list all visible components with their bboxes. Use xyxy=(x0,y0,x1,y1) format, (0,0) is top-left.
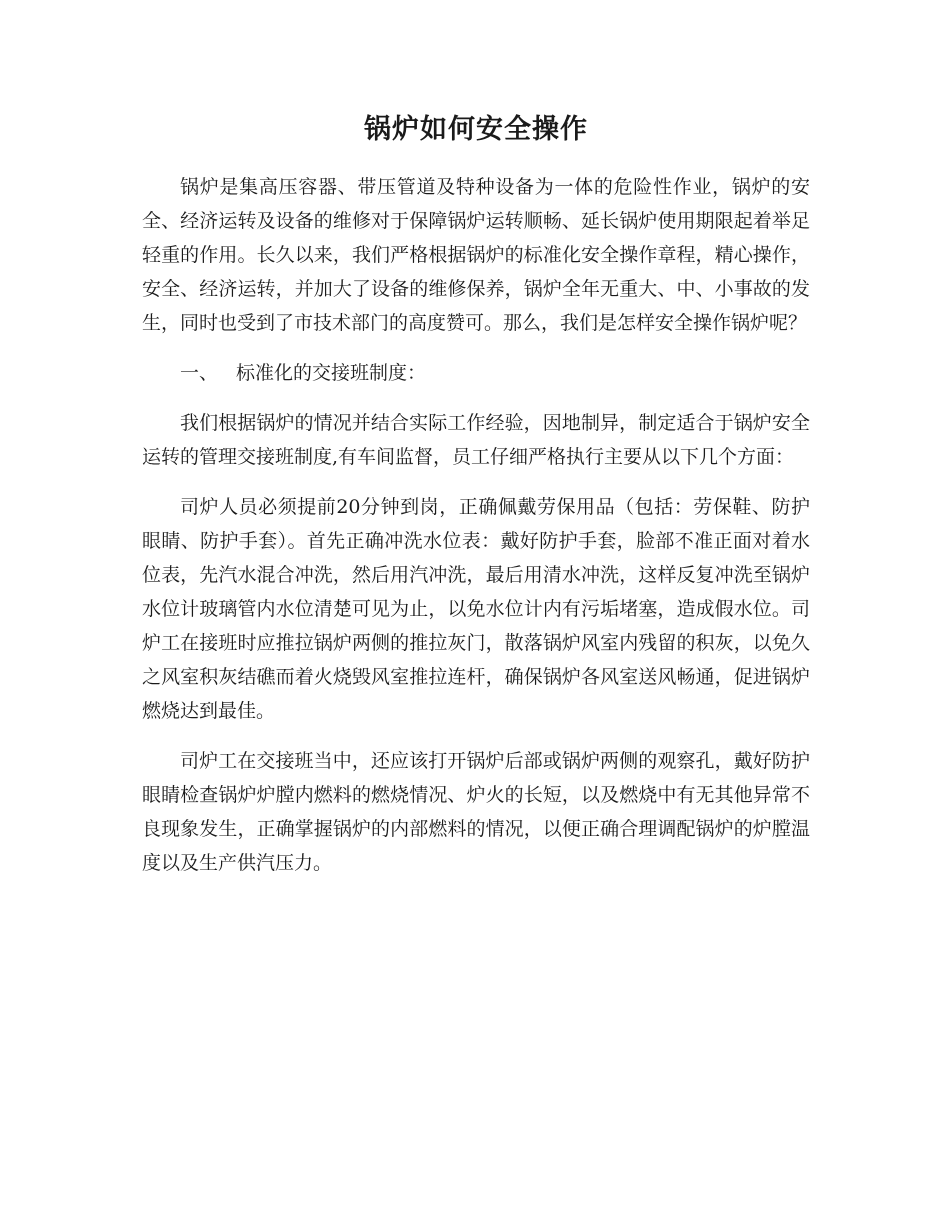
document-title: 锅炉如何安全操作 xyxy=(364,114,588,145)
section-number: 一、 xyxy=(180,362,219,384)
section-paragraph-1: 我们根据锅炉的情况并结合实际工作经验，因地制异，制定适合于锅炉安全运转的管理交接班制度,有车间监督，员工仔细严格执行主要从以下几个方面： xyxy=(142,412,810,468)
document-page xyxy=(142,108,810,896)
intro-paragraph: 锅炉是集高压容器、带压管道及特种设备为一体的危险性作业，锅炉的安全、经济运转及设备的维修对于保障锅炉运转顺畅、延长锅炉使用期限起着举足轻重的作用。长久以来，我们严格根据锅炉的标准化安全操作章程，精心操作，安全、经济运转，并加大了设备的维修保养，锅炉全年无重大、中、小事故的发生，同时也受到了市技术部门的高度赞可。那么，我们是怎样安全操作锅炉呢？ xyxy=(142,176,810,334)
section-heading-text: 标准化的交接班制度： xyxy=(236,362,427,384)
section-paragraph-3: 司炉工在交接班当中，还应该打开锅炉后部或锅炉两侧的观察孔，戴好防护眼睛检查锅炉炉膛内燃料的燃烧情况、炉火的长短，以及燃烧中有无其他异常不良现象发生，正确掌握锅炉的内部燃料的情况，以便正确合理调配锅炉的炉膛温度以及生产供汽压力。 xyxy=(142,750,810,874)
section-heading xyxy=(142,356,810,390)
section-paragraph-2: 司炉人员必须提前20分钟到岗，正确佩戴劳保用品（包括：劳保鞋、防护眼睛、防护手套）。首先正确冲洗水位表：戴好防护手套，脸部不准正面对着水位表，先汽水混合冲洗，然后用汽冲洗，最后用清水冲洗，这样反复冲洗至锅炉水位计玻璃管内水位清楚可见为止，以免水位计内有污垢堵塞，造成假水位。司炉工在接班时应推拉锅炉两侧的推拉灰门，散落锅炉风室内残留的积灰，以免久之风室积灰结礁而着火烧毁风室推拉连杆，确保锅炉各风室送风畅通，促进锅炉燃烧达到最佳。 xyxy=(142,496,810,722)
